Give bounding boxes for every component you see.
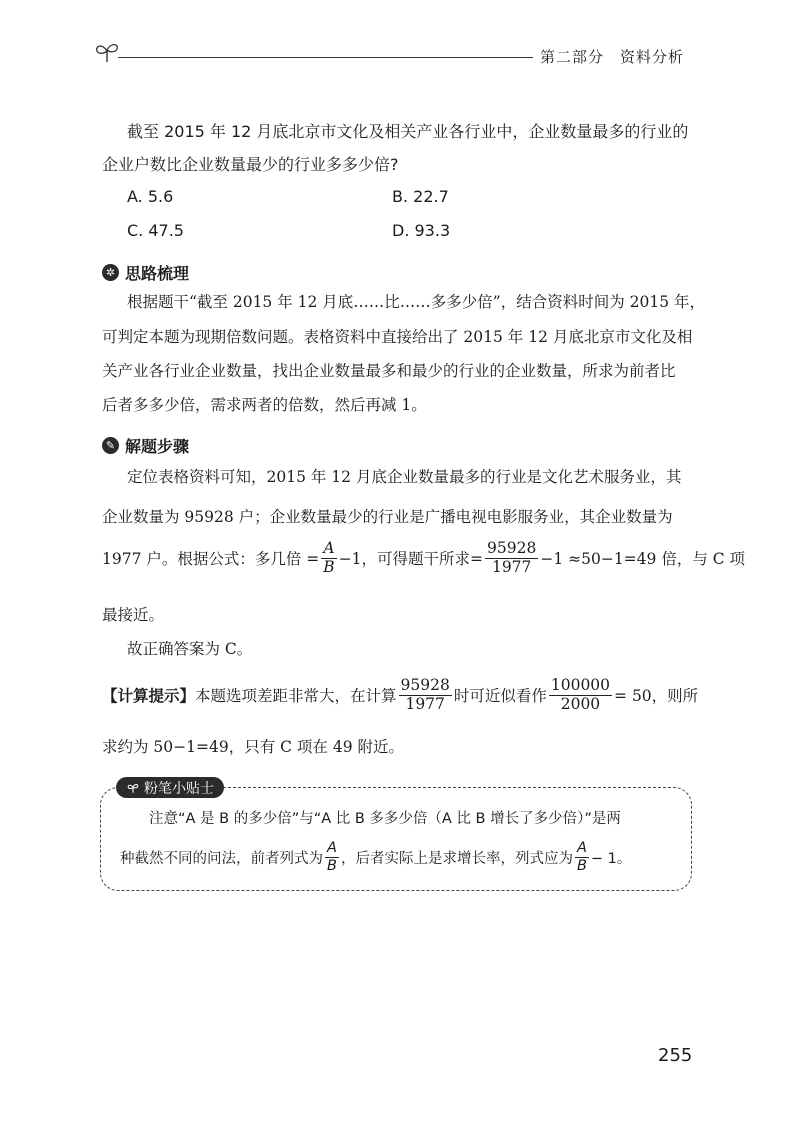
fraction-95928-over-1977: $\frac{95928}{1977}$ (487, 539, 537, 576)
analysis-line-3: 关产业各行业企业数量，找出企业数量最多和最少的行业的企业数量，所求为前者比 (102, 362, 676, 380)
tip-line-2-mid: ，后者实际上是求增长率，列式应为 (340, 850, 573, 867)
analysis-line-4: 后者多多少倍，需求两者的倍数，然后再减 1。 (102, 396, 427, 414)
answer-line: 故正确答案为 C。 (127, 640, 253, 658)
fraction-a-over-b: $\frac{A}{B}$ (323, 539, 335, 576)
question-line-1: 截至 2015 年 12 月底北京市文化及相关产业各行业中，企业数量最多的行业的 (127, 122, 689, 141)
tip-badge (116, 777, 224, 798)
calc-tip-label: 【计算提示】 (102, 687, 196, 706)
tip-line-2-suffix: − 1。 (590, 850, 632, 867)
tip-box (100, 787, 692, 891)
analysis-line-1: 根据题干“截至 2015 年 12 月底……比……多多少倍”，结合资料时间为 2015 年， (127, 293, 706, 311)
page-number: 255 (658, 1045, 693, 1066)
calc-tip-text-2: 时可近似看作 (453, 687, 547, 706)
section-title: 第二部分 资料分析 (540, 48, 685, 66)
header-divider (118, 57, 533, 58)
tip-line-2-prefix: 种截然不同的问法，前者列式为 (120, 850, 323, 867)
calc-tip-text-3: = 50，则所 (614, 687, 699, 706)
tip-badge-label: 粉笔小贴士 (144, 780, 214, 797)
sprout-icon (126, 782, 140, 794)
calc-tip-text-1: 本题选项差距非常大，在计算 (195, 687, 397, 706)
calc-tip-line-1 (102, 677, 698, 714)
option-a: A. 5.6 (127, 187, 174, 206)
fraction-a-over-b: $\frac{A}{B}$ (327, 840, 337, 874)
solution-title: 解题步骤 (125, 437, 190, 456)
solution-line-3 (102, 540, 745, 577)
option-c: C. 47.5 (127, 221, 184, 240)
sprout-icon (92, 40, 122, 64)
pencil-icon: ✎ (102, 437, 119, 454)
solution-line-1: 定位表格资料可知，2015 年 12 月底企业数量最多的行业是文化艺术服务业，其 (127, 468, 682, 486)
analysis-title: 思路梳理 (125, 264, 190, 283)
fraction-95928-over-1977: $\frac{95928}{1977}$ (400, 676, 450, 713)
fraction-a-over-b: $\frac{A}{B}$ (576, 840, 587, 874)
formula-prefix: 1977 户。根据公式：多几倍 = (102, 550, 320, 569)
analysis-line-2: 可判定本题为现期倍数问题。表格资料中直接给出了 2015 年 12 月底北京市文化及相 (102, 328, 693, 346)
option-b: B. 22.7 (392, 187, 449, 206)
fraction-100000-over-2000: $\frac{100000}{2000}$ (550, 676, 611, 713)
solution-line-2: 企业数量为 95928 户；企业数量最少的行业是广播电视电影服务业，其企业数量为 (102, 508, 673, 526)
gear-icon: ✲ (102, 264, 119, 281)
solution-line-4: 最接近。 (102, 606, 165, 624)
question-line-2: 企业户数比企业数量最少的行业多多少倍? (102, 155, 399, 174)
formula-mid: −1，可得题干所求= (338, 550, 484, 569)
calc-tip-line-2: 求约为 50−1=49，只有 C 项在 49 附近。 (102, 738, 405, 756)
option-d: D. 93.3 (392, 221, 451, 240)
tip-line-1: 注意“A 是 B 的多少倍”与“A 比 B 多多少倍（A 比 B 增长了多少倍）”是两 (149, 811, 621, 827)
analysis-heading (102, 261, 189, 284)
formula-suffix: −1 ≈50−1=49 倍，与 C 项 (540, 550, 746, 569)
solution-heading (102, 434, 189, 457)
tip-line-2 (120, 840, 631, 874)
